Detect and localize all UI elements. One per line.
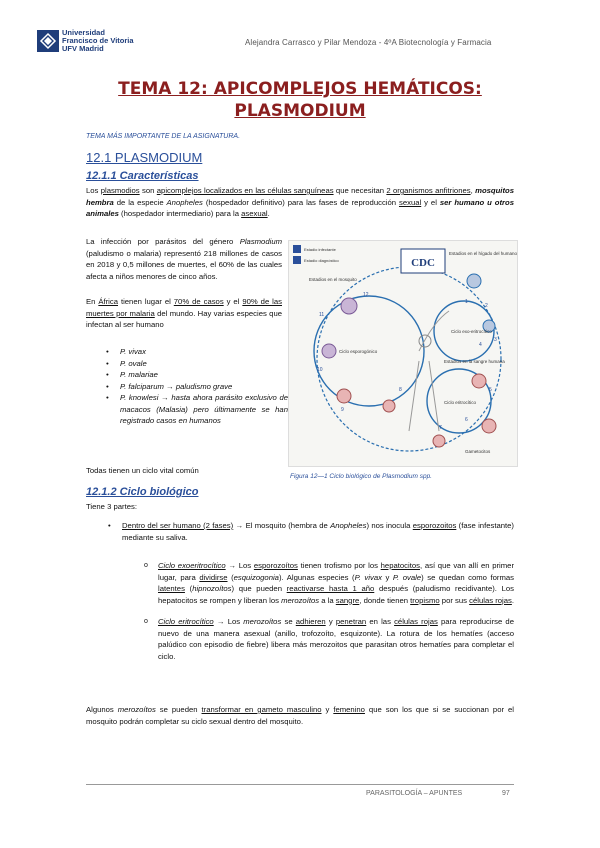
subsection-heading-characteristics: 12.1.1 Características	[86, 170, 199, 182]
step-number: 12	[363, 292, 369, 298]
paragraph-gametes: Algunos merozoítos se pueden transformar en gameto masculino y femenino que son los que si se succionan por el mosquito podrán completar su ciclo sexual dentro del mosquito.	[86, 705, 514, 726]
logo-line: UFV Madrid	[62, 44, 104, 53]
paragraph-infection-stats: La infección por parásitos del género Plasmodium (paludismo o malaria) representó 218 millones de casos en 2018 y 0,5 millones de muertes, el 60% de las cuales afecta a niños menores de cinco años.	[86, 237, 282, 281]
cdc-logo-text: CDC	[411, 257, 435, 269]
step-number: 1	[465, 299, 468, 305]
step-number: 7	[439, 425, 442, 431]
sub-phase-list	[158, 560, 514, 662]
label-erythro-cycle: Ciclo eritrocítico	[444, 400, 477, 405]
paragraph-common-cycle: Todas tienen un ciclo vital común	[86, 466, 199, 475]
step-number: 3	[494, 337, 497, 343]
page-title	[0, 78, 600, 122]
footer-course: PARASITOLOGÍA – APUNTES	[366, 790, 463, 797]
step-number: 6	[465, 417, 468, 423]
list-item: • P. ovale	[120, 358, 288, 370]
label-exo-cycle: Ciclo exo-eritrocítico	[451, 329, 492, 334]
list-item: o Ciclo eritrocítico → Los merozoítos se adhieren y penetran en las células rojas para reproducirse de nuevo de una manera asexual (anillo, trofozoíto, esquizonte). La rotura de los hematíes (acceso palúdico con episodio de fiebre) libera más merozoitos que parasitan otros hematíes para completar el ciclo.	[158, 616, 514, 662]
subsection-heading-lifecycle: 12.1.2 Ciclo biológico	[86, 486, 199, 498]
label-blood-stage: Estadios en la sangre humana	[444, 359, 505, 364]
paragraph-africa: En África tienen lugar el 70% de casos y el 90% de las muertes por malaria del mundo. Hay varias especies que infectan al ser humano	[86, 297, 283, 329]
list-item: • P. vivax	[120, 346, 288, 358]
header-authors: Alejandra Carrasco y Pilar Mendoza - 4ºA Biotecnología y Farmacia	[245, 38, 492, 47]
section-heading: 12.1 PLASMODIUM	[86, 150, 203, 165]
step-number: 2	[485, 303, 488, 309]
footer-divider	[86, 784, 514, 785]
label-sporogonic: Ciclo esporogónico	[339, 349, 378, 354]
phases-intro: Tiene 3 partes:	[86, 502, 137, 511]
page-number: 97	[502, 790, 510, 797]
legend-infective: Estadio infectante	[304, 247, 336, 252]
phase-list	[122, 520, 514, 543]
figure-caption: Figura 12—1 Ciclo biológico de Plasmodium spp.	[290, 473, 432, 480]
step-number: 4	[479, 342, 482, 348]
paragraph-intro: Los plasmodios son apicomplejos localizados en las células sanguíneas que necesitan 2 organismos anfitriones, mosquitos hembra de la especie Anopheles (hospedador definitivo) para las fases de reproducción sexual y el ser humano u otros animales (hospedador intermediario) para la asexual.	[86, 186, 514, 218]
title-line-1: TEMA 12: APICOMPLEJOS HEMÁTICOS:	[118, 79, 482, 99]
list-item: o Ciclo exoeritrocítico → Los esporozoítos tienen trofismo por los hepatocitos, así que van allí en primer lugar, para dividirse (esquizogonia). Algunas especies (P. vivax y P. ovale) se quedan como formas latentes (hipnozoítos) que pueden reactivarse hasta 1 año después (paludismo recidivante). Los hepatocitos se rompen y liberan los merozoítos a la sangre, donde tienen tropismo por sus células rojas.	[158, 560, 514, 606]
important-note: TEMA MÁS IMPORTANTE DE LA ASIGNATURA.	[86, 133, 241, 140]
list-item: • P. malariae	[120, 369, 288, 381]
label-gametocytes: Gametocitos	[465, 449, 491, 454]
legend-diagnostic: Estadio diagnóstico	[304, 258, 339, 263]
species-list	[120, 346, 288, 427]
list-item: • Dentro del ser humano (2 fases) → El mosquito (hembra de Anopheles) nos inocula esporozoitos (fase infestante) mediante su saliva.	[122, 520, 514, 543]
university-logo-icon	[37, 30, 59, 52]
step-number: 10	[317, 367, 323, 373]
plasmodium-lifecycle-figure	[288, 240, 518, 467]
label-mosquito-stages: Estadios en el mosquito	[309, 277, 357, 282]
step-number: 5	[489, 387, 492, 393]
list-item: • P. knowlesi → hasta ahora parásito exclusivo de macacos (Malasia) pero últimamente se han registrado casos en humanos	[120, 392, 288, 427]
title-line-2: PLASMODIUM	[234, 101, 366, 121]
logo-line: Universidad	[62, 28, 105, 37]
step-number: 8	[399, 387, 402, 393]
label-liver-stage: Estadios en el hígado del humano	[449, 251, 517, 256]
step-number: 9	[341, 407, 344, 413]
university-logo-text	[62, 29, 134, 53]
list-item: • P. falciparum → paludismo grave	[120, 381, 288, 393]
step-number: 11	[319, 312, 325, 318]
logo-line: Francisco de Vitoria	[62, 36, 134, 45]
